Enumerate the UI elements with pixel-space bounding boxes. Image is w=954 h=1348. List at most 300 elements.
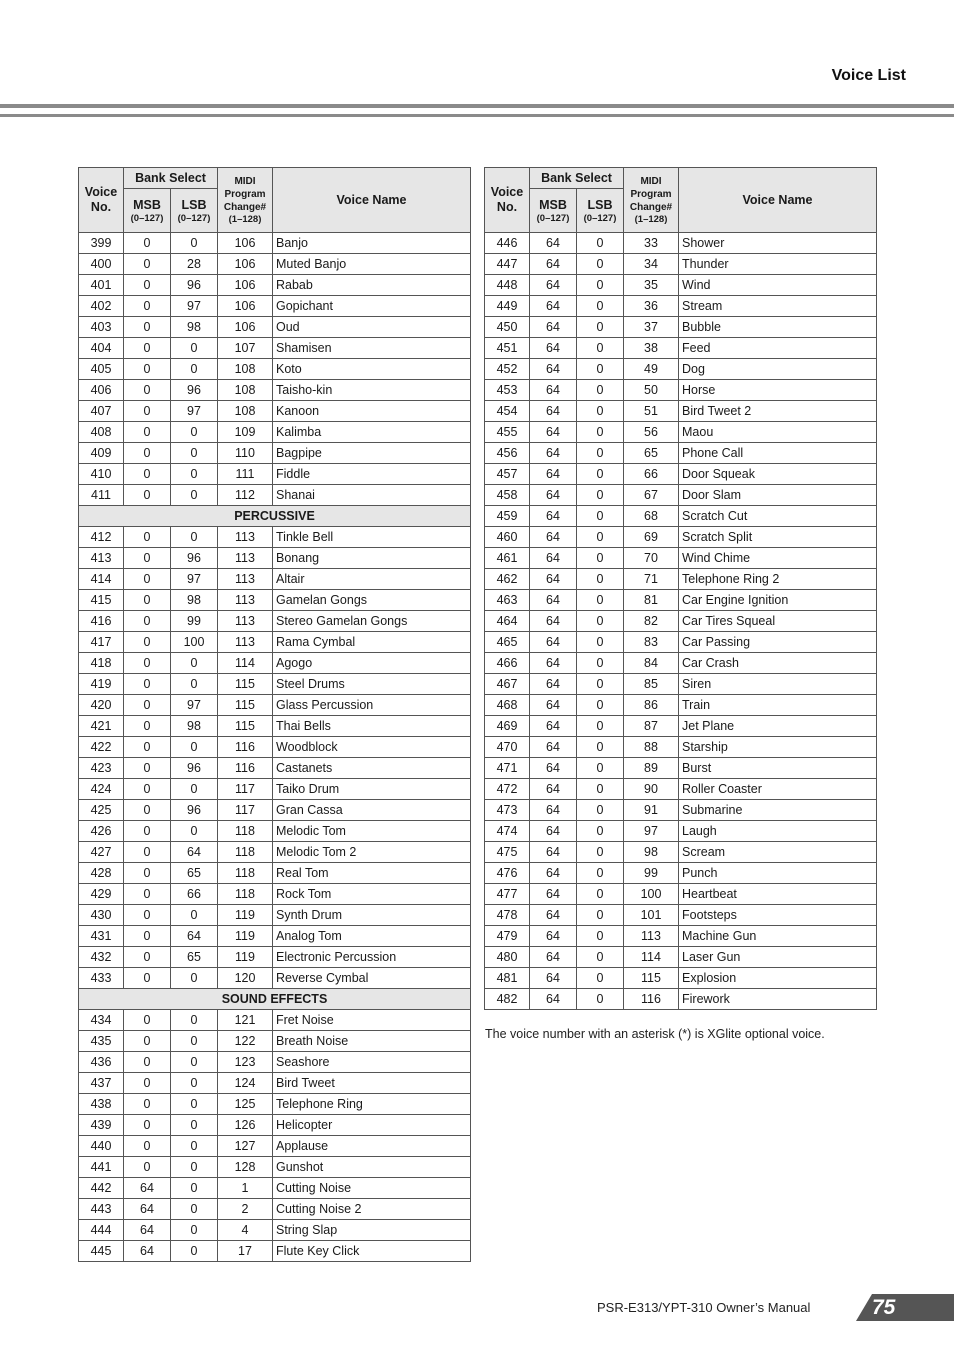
msb-cell: 64: [530, 653, 577, 674]
voice-number-cell: 436: [79, 1052, 124, 1073]
program-change-cell: 91: [624, 800, 679, 821]
lsb-cell: 0: [171, 1031, 218, 1052]
voice-row: [79, 653, 471, 674]
lsb-cell: 65: [171, 947, 218, 968]
voice-row: [485, 317, 877, 338]
voice-number-cell: 432: [79, 947, 124, 968]
voice-number-cell: 465: [485, 632, 530, 653]
voice-number-cell: 470: [485, 737, 530, 758]
voice-name-header: Voice Name: [273, 168, 471, 233]
lsb-cell: 0: [577, 989, 624, 1010]
voice-name-cell: Bagpipe: [273, 443, 471, 464]
program-change-cell: 108: [218, 401, 273, 422]
voice-name-cell: Rabab: [273, 275, 471, 296]
voice-name-cell: Car Tires Squeal: [679, 611, 877, 632]
lsb-cell: 0: [577, 674, 624, 695]
voice-table-right: [484, 167, 877, 1010]
voice-number-cell: 449: [485, 296, 530, 317]
voice-number-cell: 454: [485, 401, 530, 422]
program-label: Program: [630, 189, 672, 200]
midi-label: MIDI: [640, 176, 662, 187]
voice-number-cell: 404: [79, 338, 124, 359]
midi-program-header: [218, 168, 273, 233]
voice-name-cell: Feed: [679, 338, 877, 359]
voice-row: [79, 1052, 471, 1073]
program-change-cell: 112: [218, 485, 273, 506]
voice-name-cell: Footsteps: [679, 905, 877, 926]
program-change-cell: 111: [218, 464, 273, 485]
voice-row: [485, 653, 877, 674]
program-change-cell: 33: [624, 233, 679, 254]
lsb-cell: 96: [171, 380, 218, 401]
voice-name-cell: Melodic Tom: [273, 821, 471, 842]
program-change-cell: 106: [218, 233, 273, 254]
voice-row: [79, 842, 471, 863]
msb-cell: 64: [530, 422, 577, 443]
voice-row: [79, 569, 471, 590]
program-change-cell: 113: [624, 926, 679, 947]
lsb-cell: 0: [171, 653, 218, 674]
voice-name-cell: Oud: [273, 317, 471, 338]
program-change-cell: 56: [624, 422, 679, 443]
msb-cell: 64: [530, 485, 577, 506]
voice-number-cell: 460: [485, 527, 530, 548]
program-change-cell: 84: [624, 653, 679, 674]
voice-row: [485, 464, 877, 485]
lsb-cell: 0: [171, 443, 218, 464]
msb-cell: 0: [124, 905, 171, 926]
voice-number-cell: 475: [485, 842, 530, 863]
voice-name-cell: Scratch Cut: [679, 506, 877, 527]
lsb-cell: 0: [577, 569, 624, 590]
msb-cell: 0: [124, 422, 171, 443]
lsb-cell: 0: [171, 737, 218, 758]
lsb-cell: 0: [577, 296, 624, 317]
section-title: Voice List: [831, 67, 906, 84]
voice-name-cell: Applause: [273, 1136, 471, 1157]
voice-name-cell: Melodic Tom 2: [273, 842, 471, 863]
voice-row: [485, 779, 877, 800]
voice-name-cell: Rock Tom: [273, 884, 471, 905]
voice-name-cell: Firework: [679, 989, 877, 1010]
voice-row: [485, 338, 877, 359]
program-change-cell: 90: [624, 779, 679, 800]
voice-name-cell: Steel Drums: [273, 674, 471, 695]
voice-row: [485, 800, 877, 821]
voice-row: [79, 1010, 471, 1031]
voice-number-cell: 451: [485, 338, 530, 359]
lsb-cell: 0: [577, 275, 624, 296]
msb-cell: 0: [124, 653, 171, 674]
lsb-cell: 0: [577, 506, 624, 527]
voice-row: [79, 1178, 471, 1199]
program-change-cell: 4: [218, 1220, 273, 1241]
msb-cell: 64: [530, 590, 577, 611]
voice-name-cell: Banjo: [273, 233, 471, 254]
lsb-cell: 0: [171, 359, 218, 380]
program-change-cell: 121: [218, 1010, 273, 1031]
msb-cell: 64: [530, 695, 577, 716]
program-change-cell: 119: [218, 926, 273, 947]
voice-name-cell: Phone Call: [679, 443, 877, 464]
header-rule-bottom: [0, 114, 954, 117]
program-change-cell: 49: [624, 359, 679, 380]
lsb-cell: 0: [171, 968, 218, 989]
msb-cell: 0: [124, 632, 171, 653]
msb-cell: 0: [124, 233, 171, 254]
program-change-cell: 106: [218, 275, 273, 296]
program-change-cell: 81: [624, 590, 679, 611]
voice-name-cell: Car Crash: [679, 653, 877, 674]
lsb-cell: 97: [171, 569, 218, 590]
voice-row: [79, 779, 471, 800]
voice-row: [79, 695, 471, 716]
msb-cell: 0: [124, 317, 171, 338]
msb-cell: 64: [530, 842, 577, 863]
voice-number-cell: 402: [79, 296, 124, 317]
program-change-cell: 89: [624, 758, 679, 779]
lsb-cell: 97: [171, 401, 218, 422]
voice-row: [79, 947, 471, 968]
program-change-cell: 114: [624, 947, 679, 968]
msb-cell: 0: [124, 1094, 171, 1115]
voice-row: [485, 947, 877, 968]
program-change-cell: 34: [624, 254, 679, 275]
msb-cell: 0: [124, 1136, 171, 1157]
lsb-cell: 0: [577, 779, 624, 800]
voice-row: [79, 1157, 471, 1178]
program-change-cell: 120: [218, 968, 273, 989]
lsb-cell: 0: [577, 548, 624, 569]
msb-cell: 0: [124, 275, 171, 296]
voice-name-cell: Cutting Noise: [273, 1178, 471, 1199]
lsb-cell: 0: [577, 632, 624, 653]
voice-number-cell: 459: [485, 506, 530, 527]
program-change-cell: 126: [218, 1115, 273, 1136]
program-change-cell: 36: [624, 296, 679, 317]
voice-row: [79, 821, 471, 842]
voice-name-cell: Electronic Percussion: [273, 947, 471, 968]
voice-name-cell: Shanai: [273, 485, 471, 506]
voice-row: [79, 968, 471, 989]
msb-cell: 64: [530, 443, 577, 464]
lsb-cell: 0: [171, 905, 218, 926]
voice-row: [79, 758, 471, 779]
program-change-cell: 124: [218, 1073, 273, 1094]
lsb-cell: 97: [171, 695, 218, 716]
program-change-cell: 85: [624, 674, 679, 695]
lsb-cell: 0: [577, 254, 624, 275]
lsb-cell: 0: [577, 527, 624, 548]
msb-cell: 0: [124, 296, 171, 317]
voice-row: [485, 611, 877, 632]
voice-number-cell: 447: [485, 254, 530, 275]
voice-number-cell: 441: [79, 1157, 124, 1178]
lsb-cell: 0: [577, 926, 624, 947]
voice-number-cell: 476: [485, 863, 530, 884]
voice-name-cell: Gamelan Gongs: [273, 590, 471, 611]
midi-range-label: (1–128): [228, 214, 262, 225]
voice-name-cell: Stereo Gamelan Gongs: [273, 611, 471, 632]
msb-cell: 0: [124, 716, 171, 737]
lsb-cell: 0: [577, 443, 624, 464]
voice-name-cell: Synth Drum: [273, 905, 471, 926]
voice-row: [485, 548, 877, 569]
lsb-cell: 0: [171, 1241, 218, 1262]
lsb-cell: 0: [577, 737, 624, 758]
program-change-cell: 106: [218, 317, 273, 338]
msb-cell: 64: [530, 884, 577, 905]
msb-cell: 0: [124, 674, 171, 695]
msb-cell: 0: [124, 569, 171, 590]
msb-cell: 64: [530, 401, 577, 422]
program-change-cell: 115: [624, 968, 679, 989]
program-change-cell: 108: [218, 359, 273, 380]
voice-row: [485, 926, 877, 947]
program-change-cell: 67: [624, 485, 679, 506]
lsb-cell: 96: [171, 275, 218, 296]
program-change-cell: 87: [624, 716, 679, 737]
voice-name-cell: Car Passing: [679, 632, 877, 653]
msb-cell: 64: [530, 905, 577, 926]
voice-row: [79, 1199, 471, 1220]
voice-row: [79, 737, 471, 758]
msb-label: MSB: [539, 197, 567, 212]
voice-name-cell: Laser Gun: [679, 947, 877, 968]
program-change-cell: 127: [218, 1136, 273, 1157]
voice-number-cell: 439: [79, 1115, 124, 1136]
lsb-cell: 96: [171, 800, 218, 821]
program-change-cell: 113: [218, 527, 273, 548]
program-change-cell: 122: [218, 1031, 273, 1052]
voice-name-cell: Taiko Drum: [273, 779, 471, 800]
change-label: Change#: [629, 202, 673, 213]
program-change-cell: 51: [624, 401, 679, 422]
lsb-header: [171, 189, 218, 233]
lsb-cell: 96: [171, 758, 218, 779]
msb-cell: 0: [124, 758, 171, 779]
msb-cell: 0: [124, 1115, 171, 1136]
msb-cell: 0: [124, 338, 171, 359]
msb-cell: 64: [530, 632, 577, 653]
change-label: Change#: [223, 202, 267, 213]
program-change-cell: 116: [218, 758, 273, 779]
program-change-cell: 116: [218, 737, 273, 758]
msb-cell: 64: [530, 359, 577, 380]
msb-cell: 0: [124, 1073, 171, 1094]
msb-label: MSB: [133, 197, 161, 212]
program-change-cell: 115: [218, 695, 273, 716]
program-change-cell: 113: [218, 632, 273, 653]
voice-no-header-text: Voice No.: [84, 185, 118, 214]
voice-number-cell: 481: [485, 968, 530, 989]
category-row: [79, 506, 471, 527]
program-change-cell: 70: [624, 548, 679, 569]
program-change-cell: 17: [218, 1241, 273, 1262]
program-change-cell: 128: [218, 1157, 273, 1178]
voice-number-cell: 411: [79, 485, 124, 506]
voice-row: [485, 275, 877, 296]
program-change-cell: 86: [624, 695, 679, 716]
voice-table-left-body: [79, 233, 471, 1262]
program-change-cell: 66: [624, 464, 679, 485]
voice-row: [485, 422, 877, 443]
program-change-cell: 118: [218, 842, 273, 863]
voice-name-cell: Gopichant: [273, 296, 471, 317]
voice-name-cell: Punch: [679, 863, 877, 884]
voice-number-cell: 472: [485, 779, 530, 800]
lsb-cell: 0: [577, 401, 624, 422]
msb-cell: 64: [124, 1178, 171, 1199]
voice-name-cell: Maou: [679, 422, 877, 443]
voice-number-cell: 438: [79, 1094, 124, 1115]
lsb-cell: 0: [171, 422, 218, 443]
msb-cell: 64: [530, 527, 577, 548]
msb-cell: 0: [124, 443, 171, 464]
lsb-cell: 0: [171, 1010, 218, 1031]
voice-name-cell: Horse: [679, 380, 877, 401]
msb-cell: 64: [530, 968, 577, 989]
msb-cell: 0: [124, 380, 171, 401]
lsb-cell: 0: [171, 1157, 218, 1178]
lsb-cell: 0: [171, 464, 218, 485]
msb-cell: 64: [124, 1241, 171, 1262]
program-change-cell: 118: [218, 821, 273, 842]
voice-name-cell: Explosion: [679, 968, 877, 989]
program-change-cell: 99: [624, 863, 679, 884]
xglite-note: The voice number with an asterisk (*) is XGlite optional voice.: [485, 1027, 825, 1041]
msb-cell: 0: [124, 1010, 171, 1031]
voice-number-cell: 408: [79, 422, 124, 443]
voice-name-cell: Dog: [679, 359, 877, 380]
program-change-cell: 71: [624, 569, 679, 590]
voice-number-cell: 422: [79, 737, 124, 758]
msb-cell: 0: [124, 884, 171, 905]
voice-name-cell: String Slap: [273, 1220, 471, 1241]
voice-number-cell: 477: [485, 884, 530, 905]
msb-cell: 64: [124, 1220, 171, 1241]
voice-name-cell: Car Engine Ignition: [679, 590, 877, 611]
msb-cell: 64: [530, 716, 577, 737]
msb-cell: 0: [124, 779, 171, 800]
program-change-cell: 108: [218, 380, 273, 401]
msb-cell: 0: [124, 1157, 171, 1178]
voice-row: [485, 254, 877, 275]
msb-cell: 0: [124, 926, 171, 947]
voice-number-cell: 429: [79, 884, 124, 905]
lsb-cell: 0: [577, 422, 624, 443]
program-change-cell: 123: [218, 1052, 273, 1073]
voice-number-cell: 418: [79, 653, 124, 674]
lsb-cell: 0: [577, 590, 624, 611]
voice-number-cell: 415: [79, 590, 124, 611]
voice-row: [485, 716, 877, 737]
lsb-cell: 0: [171, 1136, 218, 1157]
voice-row: [79, 611, 471, 632]
voice-row: [79, 800, 471, 821]
program-change-cell: 37: [624, 317, 679, 338]
voice-name-cell: Laugh: [679, 821, 877, 842]
voice-number-cell: 455: [485, 422, 530, 443]
voice-row: [485, 485, 877, 506]
voice-number-cell: 425: [79, 800, 124, 821]
lsb-label: LSB: [181, 197, 207, 212]
voice-row: [485, 674, 877, 695]
lsb-range-label: (0–127): [583, 212, 617, 224]
voice-row: [79, 1220, 471, 1241]
lsb-cell: 0: [171, 338, 218, 359]
msb-cell: 0: [124, 527, 171, 548]
midi-label: MIDI: [234, 176, 256, 187]
voice-row: [485, 968, 877, 989]
program-change-cell: 1: [218, 1178, 273, 1199]
msb-cell: 0: [124, 947, 171, 968]
voice-row: [485, 296, 877, 317]
voice-name-cell: Train: [679, 695, 877, 716]
voice-name-cell: Wind: [679, 275, 877, 296]
lsb-cell: 0: [577, 695, 624, 716]
lsb-range-label: (0–127): [177, 212, 211, 224]
lsb-cell: 98: [171, 590, 218, 611]
voice-number-cell: 437: [79, 1073, 124, 1094]
lsb-cell: 28: [171, 254, 218, 275]
msb-cell: 64: [530, 296, 577, 317]
voice-name-cell: Flute Key Click: [273, 1241, 471, 1262]
category-row: [79, 989, 471, 1010]
voice-number-cell: 417: [79, 632, 124, 653]
lsb-cell: 0: [577, 716, 624, 737]
voice-row: [79, 548, 471, 569]
lsb-cell: 0: [171, 821, 218, 842]
voice-row: [79, 233, 471, 254]
voice-name-cell: Kanoon: [273, 401, 471, 422]
lsb-cell: 98: [171, 716, 218, 737]
program-change-cell: 35: [624, 275, 679, 296]
lsb-cell: 97: [171, 296, 218, 317]
program-change-cell: 113: [218, 548, 273, 569]
voice-number-cell: 457: [485, 464, 530, 485]
voice-name-cell: Cutting Noise 2: [273, 1199, 471, 1220]
msb-header: [530, 189, 577, 233]
lsb-header: [577, 189, 624, 233]
voice-row: [79, 338, 471, 359]
msb-cell: 64: [530, 338, 577, 359]
msb-cell: 64: [530, 506, 577, 527]
voice-number-cell: 421: [79, 716, 124, 737]
msb-cell: 64: [530, 863, 577, 884]
voice-number-cell: 431: [79, 926, 124, 947]
voice-name-cell: Scream: [679, 842, 877, 863]
voice-row: [485, 380, 877, 401]
program-change-cell: 114: [218, 653, 273, 674]
voice-number-cell: 466: [485, 653, 530, 674]
msb-cell: 0: [124, 968, 171, 989]
voice-row: [79, 674, 471, 695]
msb-cell: 0: [124, 863, 171, 884]
lsb-cell: 0: [171, 485, 218, 506]
voice-row: [79, 863, 471, 884]
voice-name-cell: Muted Banjo: [273, 254, 471, 275]
voice-name-cell: Bird Tweet: [273, 1073, 471, 1094]
program-change-cell: 69: [624, 527, 679, 548]
voice-row: [485, 737, 877, 758]
voice-name-cell: Stream: [679, 296, 877, 317]
msb-cell: 64: [530, 989, 577, 1010]
voice-number-cell: 452: [485, 359, 530, 380]
voice-number-cell: 450: [485, 317, 530, 338]
msb-cell: 0: [124, 800, 171, 821]
lsb-label: LSB: [587, 197, 613, 212]
